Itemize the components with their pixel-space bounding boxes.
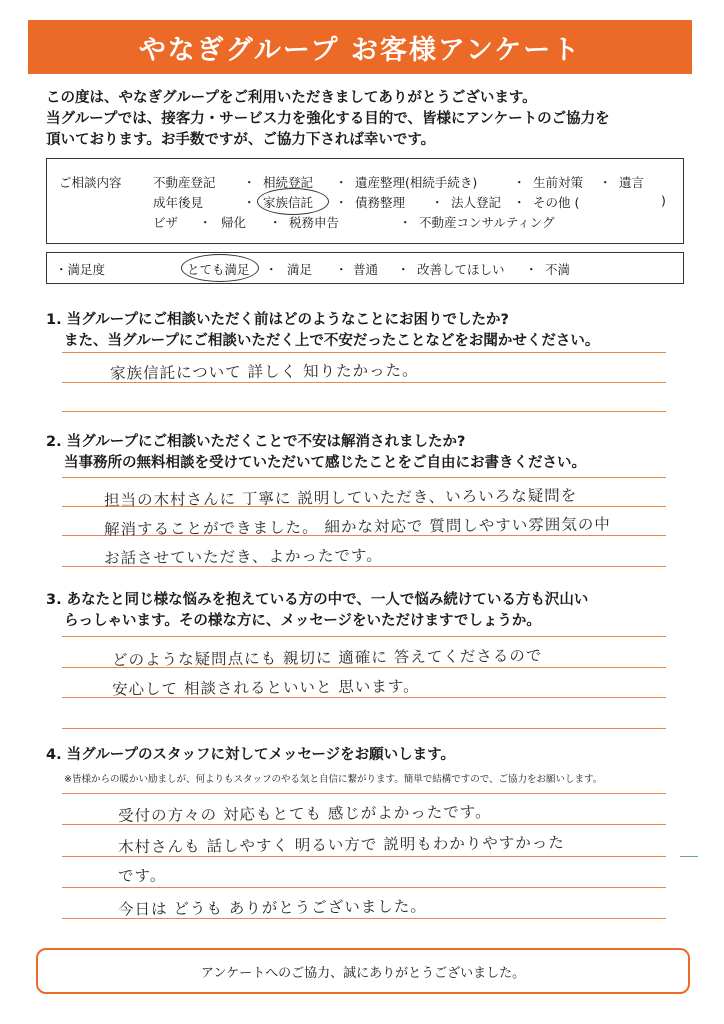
option-real-estate-consulting[interactable]: 不動産コンサルティング: [419, 215, 555, 230]
intro-line: 頂いております。お手数ですが、ご協力下されば幸いです。: [46, 132, 436, 148]
question-line: 4. 当グループのスタッフに対してメッセージをお願いします。: [46, 747, 455, 763]
question-line: また、当グループにご相談いただく上で不安だったことなどをお聞かせください。: [64, 333, 600, 349]
answer-2-line: 解消することができました。 細かな対応で 質問しやすい雰囲気の中: [103, 515, 611, 539]
footer-text: アンケートへのご協力、誠にありがとうございました。: [200, 965, 526, 981]
separator: ・: [431, 195, 444, 210]
option-dissatisfied[interactable]: 不満: [545, 262, 571, 277]
option-very-satisfied[interactable]: とても満足: [187, 262, 250, 277]
intro-text: [46, 88, 686, 151]
question-line: 2. 当グループにご相談いただくことで不安は解消されましたか?: [46, 434, 466, 450]
option-other[interactable]: その他 (: [533, 195, 580, 210]
question-line: 1. 当グループにご相談いただく前はどのようなことにお困りでしたか?: [46, 312, 509, 328]
question-4-note: ※皆様からの暖かい励ましが、何よりもスタッフのやる気と自信に繋がります。簡単で結構ですので、ご協力をお願いします。: [64, 774, 603, 785]
option-estate-settlement[interactable]: 遺産整理(相続手続き): [355, 175, 478, 190]
separator: ・: [335, 195, 348, 210]
option-naturalization[interactable]: 帰化: [221, 215, 247, 230]
selection-circle: [257, 188, 329, 215]
separator: ・: [399, 215, 412, 230]
selection-circle: [181, 254, 259, 282]
footer-box: [36, 948, 690, 994]
option-needs-improvement[interactable]: 改善してほしい: [417, 262, 505, 277]
satisfaction-label: ・満足度: [55, 262, 106, 277]
intro-line: 当グループでは、接客力・サービス力を強化する目的で、皆様にアンケートのご協力を: [46, 111, 610, 127]
separator: ・: [599, 175, 612, 190]
option-real-estate-registration[interactable]: 不動産登記: [153, 175, 216, 190]
question-2: [46, 432, 586, 474]
separator: ・: [243, 195, 256, 210]
option-will[interactable]: 遺言: [619, 175, 645, 190]
option-visa[interactable]: ビザ: [153, 215, 179, 230]
separator: ・: [525, 262, 538, 277]
option-family-trust[interactable]: 家族信託: [263, 195, 314, 210]
answer-3-line: どのような疑問点にも 親切に 適確に 答えてくださるので: [111, 646, 543, 670]
satisfaction-box: [46, 252, 684, 284]
option-debt-restructuring[interactable]: 債務整理: [355, 195, 406, 210]
separator: ・: [335, 262, 348, 277]
answer-rule: [62, 411, 666, 412]
answer-rule: [62, 728, 666, 729]
answer-2-line: 担当の木村さんに 丁寧に 説明していただき、いろいろな疑問を: [103, 486, 578, 510]
answer-rule: [62, 352, 666, 353]
separator: ・: [199, 215, 212, 230]
answer-2-line: お話させていただき、よかったです。: [103, 546, 383, 568]
answer-rule: [62, 887, 666, 888]
separator: ・: [335, 175, 348, 190]
separator: ・: [265, 262, 278, 277]
separator: ・: [397, 262, 410, 277]
answer-rule: [62, 636, 666, 637]
separator: ・: [513, 175, 526, 190]
question-line: 3. あなたと同じ様な悩みを抱えている方の中で、一人で悩み続けている方も沢山い: [46, 592, 589, 608]
separator: ・: [243, 175, 256, 190]
pen-mark: [680, 856, 698, 857]
option-inheritance-registration[interactable]: 相続登記: [263, 175, 314, 190]
option-other-close: ): [661, 193, 666, 208]
answer-3-line: 安心して 相談されるといいと 思います。: [111, 677, 420, 699]
page-title: やなぎグループ お客様アンケート: [138, 34, 582, 66]
answer-rule: [62, 793, 666, 794]
answer-4-line: 今日は どうも ありがとうございました。: [117, 897, 427, 919]
separator: ・: [269, 215, 282, 230]
answer-4-line: です。: [117, 866, 167, 886]
answer-rule: [62, 477, 666, 478]
option-tax-filing[interactable]: 税務申告: [289, 215, 340, 230]
option-corporate-registration[interactable]: 法人登記: [451, 195, 502, 210]
header-banner: [28, 20, 692, 74]
question-4: [46, 745, 455, 766]
answer-1-line: 家族信託について 詳しく 知りたかった。: [109, 361, 419, 383]
option-adult-guardianship[interactable]: 成年後見: [153, 195, 204, 210]
question-1: [46, 310, 599, 352]
intro-line: この度は、やなぎグループをご利用いただきましてありがとうございます。: [46, 90, 537, 106]
consultation-label: ご相談内容: [59, 175, 122, 190]
question-line: らっしゃいます。その様な方に、メッセージをいただけますでしょうか。: [64, 613, 541, 629]
question-3: [46, 590, 588, 632]
option-average[interactable]: 普通: [353, 262, 379, 277]
answer-4-line: 木村さんも 話しやすく 明るい方で 説明もわかりやすかった: [117, 833, 565, 857]
option-satisfied[interactable]: 満足: [287, 262, 313, 277]
option-pre-death-planning[interactable]: 生前対策: [533, 175, 584, 190]
question-line: 当事務所の無料相談を受けていただいて感じたことをご自由にお書きください。: [64, 455, 586, 471]
consultation-box: [46, 158, 684, 244]
separator: ・: [513, 195, 526, 210]
answer-4-line: 受付の方々の 対応もとても 感じがよかったです。: [117, 803, 492, 825]
